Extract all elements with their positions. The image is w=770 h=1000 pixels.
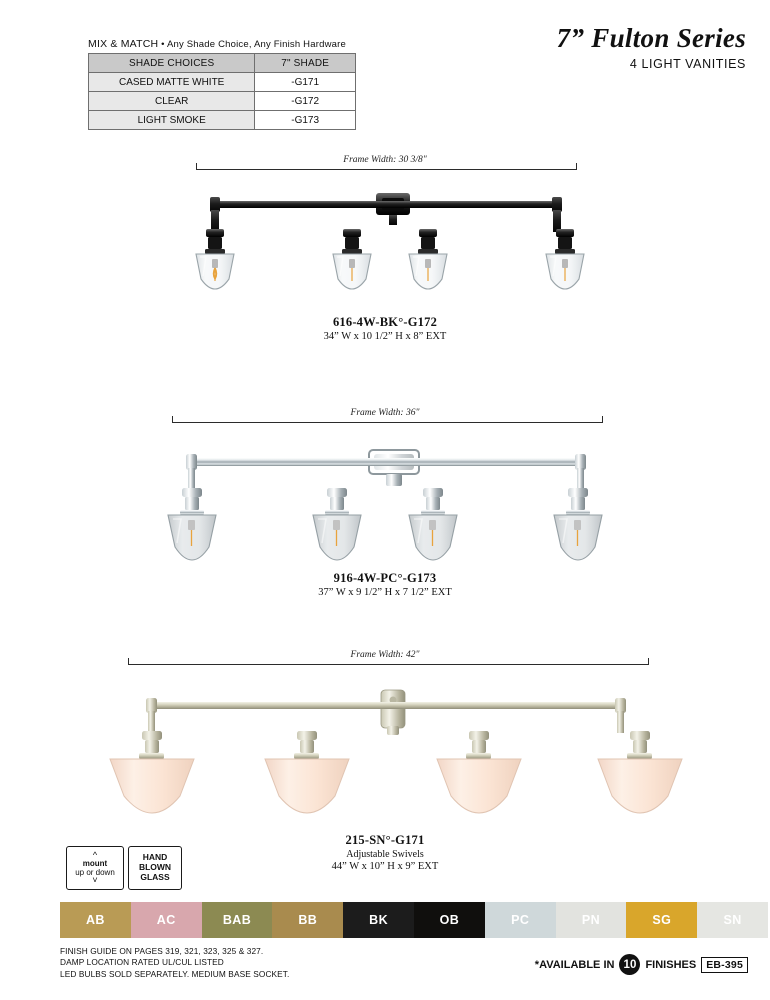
glass-badge-line2: BLOWN	[138, 862, 172, 873]
frame-width-label: Frame Width: 30 3/8"	[343, 155, 427, 165]
fixture-dimensions: 37” W x 9 1/2” H x 7 1/2” EXT	[318, 587, 452, 598]
footer-notes	[60, 946, 289, 980]
finish-swatch-bar	[60, 902, 768, 938]
fixture-extra-note: Adjustable Swivels	[346, 849, 424, 860]
finish-swatch-ac[interactable]: AC	[131, 902, 202, 938]
finish-swatch-bab[interactable]: BAB	[202, 902, 273, 938]
finish-count-badge: 10	[619, 954, 640, 975]
frame-width-rule	[196, 169, 576, 170]
mix-and-match-block	[88, 38, 356, 130]
shade-name: LIGHT SMOKE	[89, 111, 255, 130]
table-row	[89, 92, 356, 111]
shade-name: CLEAR	[89, 92, 255, 111]
frame-width-tick-left	[172, 416, 173, 423]
finish-swatch-sg[interactable]: SG	[626, 902, 697, 938]
fixture-3-illustration	[0, 670, 770, 855]
shade-code: -G173	[255, 111, 356, 130]
finish-swatch-pn[interactable]: PN	[556, 902, 627, 938]
hand-blown-glass-badge	[128, 846, 182, 890]
shade-choices-table	[88, 53, 356, 130]
table-row	[89, 111, 356, 130]
mix-and-match-heading-rest: • Any Shade Choice, Any Finish Hardware	[158, 39, 346, 50]
fixture-1-caption	[0, 315, 770, 342]
column-header-7-shade: 7" SHADE	[255, 54, 356, 73]
footer-line-2: DAMP LOCATION RATED UL/CUL LISTED	[60, 957, 224, 968]
table-row	[89, 73, 356, 92]
shade-code: -G171	[255, 73, 356, 92]
page-title-block	[557, 24, 746, 71]
available-prefix: *AVAILABLE IN	[534, 958, 615, 971]
fixture-3	[0, 650, 770, 870]
fixture-dimensions: 44” W x 10” H x 9” EXT	[331, 861, 439, 872]
mix-and-match-heading	[88, 38, 356, 50]
glass-badge-line3: GLASS	[140, 871, 170, 882]
finish-swatch-ob[interactable]: OB	[414, 902, 485, 938]
finish-swatch-pc[interactable]: PC	[485, 902, 556, 938]
fixture-code: 916-4W-PC°-G173	[333, 571, 437, 585]
mount-badge-line1: mount	[82, 858, 108, 868]
frame-width-tick-right	[648, 658, 649, 665]
chevron-up-icon: ^	[92, 849, 98, 860]
mount-direction-badge	[66, 846, 124, 890]
column-header-shade-choices: SHADE CHOICES	[89, 54, 255, 73]
footer-line-3: LED BULBS SOLD SEPARATELY. MEDIUM BASE SOCKET.	[60, 968, 290, 979]
frame-width-tick-right	[576, 163, 577, 170]
shade-name: CASED MATTE WHITE	[89, 73, 255, 92]
fixture-2-caption	[0, 571, 770, 598]
fixture-1	[0, 155, 770, 355]
glass-badge-line1: HAND	[142, 852, 168, 863]
finish-swatch-bb[interactable]: BB	[272, 902, 343, 938]
page-tag: EB-395	[701, 957, 748, 973]
finish-swatch-bk[interactable]: BK	[343, 902, 414, 938]
fixture-code: 215-SN°-G171	[345, 833, 425, 847]
frame-width-label: Frame Width: 36"	[350, 408, 420, 418]
frame-width-label: Frame Width: 42"	[350, 650, 420, 660]
mount-badge-line2: up or down	[75, 868, 115, 877]
frame-width-tick-left	[128, 658, 129, 665]
frame-width-rule	[172, 422, 602, 423]
frame-width-rule	[128, 664, 648, 665]
available-suffix: FINISHES	[645, 958, 697, 971]
finish-swatch-sn[interactable]: SN	[697, 902, 768, 938]
fixture-dimensions: 34” W x 10 1/2” H x 8” EXT	[323, 331, 447, 342]
page-subtitle: 4 LIGHT VANITIES	[629, 57, 746, 72]
frame-width-tick-left	[196, 163, 197, 170]
table-header-row	[89, 54, 356, 73]
shade-code: -G172	[255, 92, 356, 111]
fixture-2	[0, 408, 770, 618]
footer-line-1: FINISH GUIDE ON PAGES 319, 321, 323, 325 & 327.	[60, 946, 264, 956]
mix-and-match-heading-main: MIX & MATCH	[88, 38, 159, 50]
available-finishes-block	[535, 954, 748, 975]
page-title: 7” Fulton Series	[556, 23, 746, 53]
chevron-down-icon: ˅	[92, 875, 98, 886]
frame-width-tick-right	[602, 416, 603, 423]
finish-swatch-ab[interactable]: AB	[60, 902, 131, 938]
fixture-code: 616-4W-BK°-G172	[332, 315, 438, 329]
